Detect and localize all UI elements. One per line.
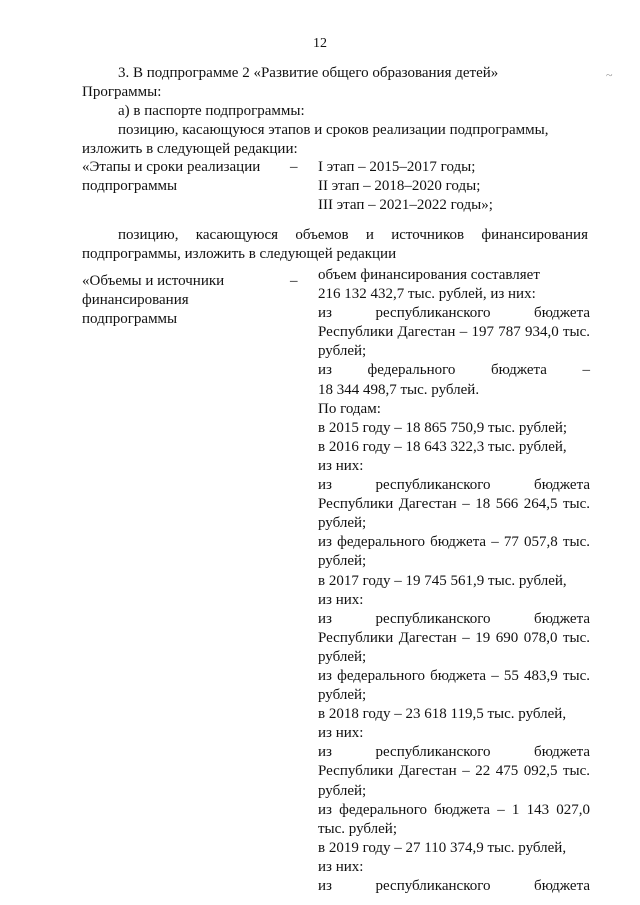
funding-line: Республики Дагестан – 197 787 934,0 тыс. — [318, 324, 590, 341]
funding-line: из федерального бюджета – 77 057,8 тыс. — [318, 534, 590, 551]
funding-line: в 2018 году – 23 618 119,5 тыс. рублей, — [318, 706, 567, 723]
funding-dash: – — [290, 273, 298, 289]
funding-line: из республиканского бюджета — [318, 477, 590, 494]
funding-line: в 2016 году – 18 643 322,3 тыс. рублей, — [318, 438, 567, 455]
funding-line: 216 132 432,7 тыс. рублей, из них: — [318, 286, 536, 303]
scan-mark: ~ — [606, 68, 613, 82]
funding-line: из республиканского бюджета — [318, 305, 590, 322]
funding-line: тыс. рублей; — [318, 820, 397, 837]
funding-line: рублей; — [318, 687, 367, 704]
funding-line: рублей; — [318, 515, 367, 532]
funding-line: из них: — [318, 591, 364, 608]
funding-line: рублей; — [318, 553, 367, 570]
stages-values: I этап – 2015–2017 годы; II этап – 2018–2020 годы; III этап – 2021–2022 годы»; — [318, 159, 493, 213]
paragraph-2-line2: подпрограммы, изложить в следующей редакции — [82, 246, 397, 262]
funding-line: Республики Дагестан – 22 475 092,5 тыс. — [318, 763, 590, 780]
section-3-heading-line2: Программы: — [82, 84, 162, 100]
funding-line: из республиканского бюджета — [318, 744, 590, 761]
funding-line: из федерального бюджета – — [318, 362, 590, 379]
funding-line: из них: — [318, 858, 364, 875]
paragraph-1-line1: позицию, касающуюся этапов и сроков реализации подпрограммы, — [118, 122, 549, 138]
funding-line: из республиканского бюджета — [318, 878, 590, 894]
stages-label: «Этапы и сроки реализации подпрограммы — [82, 159, 261, 194]
paragraph-2-line1: позицию, касающуюся объемов и источников финансирования — [118, 227, 588, 243]
page-number: 12 — [313, 36, 327, 51]
funding-line: рублей; — [318, 648, 367, 665]
funding-line: в 2017 году – 19 745 561,9 тыс. рублей, — [318, 572, 567, 589]
item-a: а) в паспорте подпрограммы: — [118, 103, 305, 119]
funding-line: рублей; — [318, 782, 367, 799]
funding-line: из них: — [318, 725, 364, 742]
funding-line: из федерального бюджета – 1 143 027,0 — [318, 801, 590, 818]
funding-label: «Объемы и источники финансирования подпрограммы — [82, 273, 225, 327]
section-3-heading-line1: 3. В подпрограмме 2 «Развитие общего образования детей» — [118, 65, 499, 81]
section-3-heading — [118, 64, 598, 83]
funding-line: объем финансирования составляет — [318, 267, 540, 283]
funding-line: рублей; — [318, 343, 367, 360]
funding-line: из республиканского бюджета — [318, 610, 590, 627]
funding-line: в 2019 году – 27 110 374,9 тыс. рублей, — [318, 839, 567, 856]
funding-line: Республики Дагестан – 19 690 078,0 тыс. — [318, 629, 590, 646]
paragraph-1-line2: изложить в следующей редакции: — [82, 141, 298, 157]
funding-line: По годам: — [318, 400, 381, 417]
funding-line: из них: — [318, 457, 364, 474]
funding-values — [318, 266, 590, 896]
funding-line: в 2015 году – 18 865 750,9 тыс. рублей; — [318, 419, 568, 436]
funding-line: 18 344 498,7 тыс. рублей. — [318, 381, 480, 398]
stages-dash: – — [290, 159, 298, 175]
funding-line: из федерального бюджета – 55 483,9 тыс. — [318, 667, 590, 684]
funding-line: Республики Дагестан – 18 566 264,5 тыс. — [318, 496, 590, 513]
